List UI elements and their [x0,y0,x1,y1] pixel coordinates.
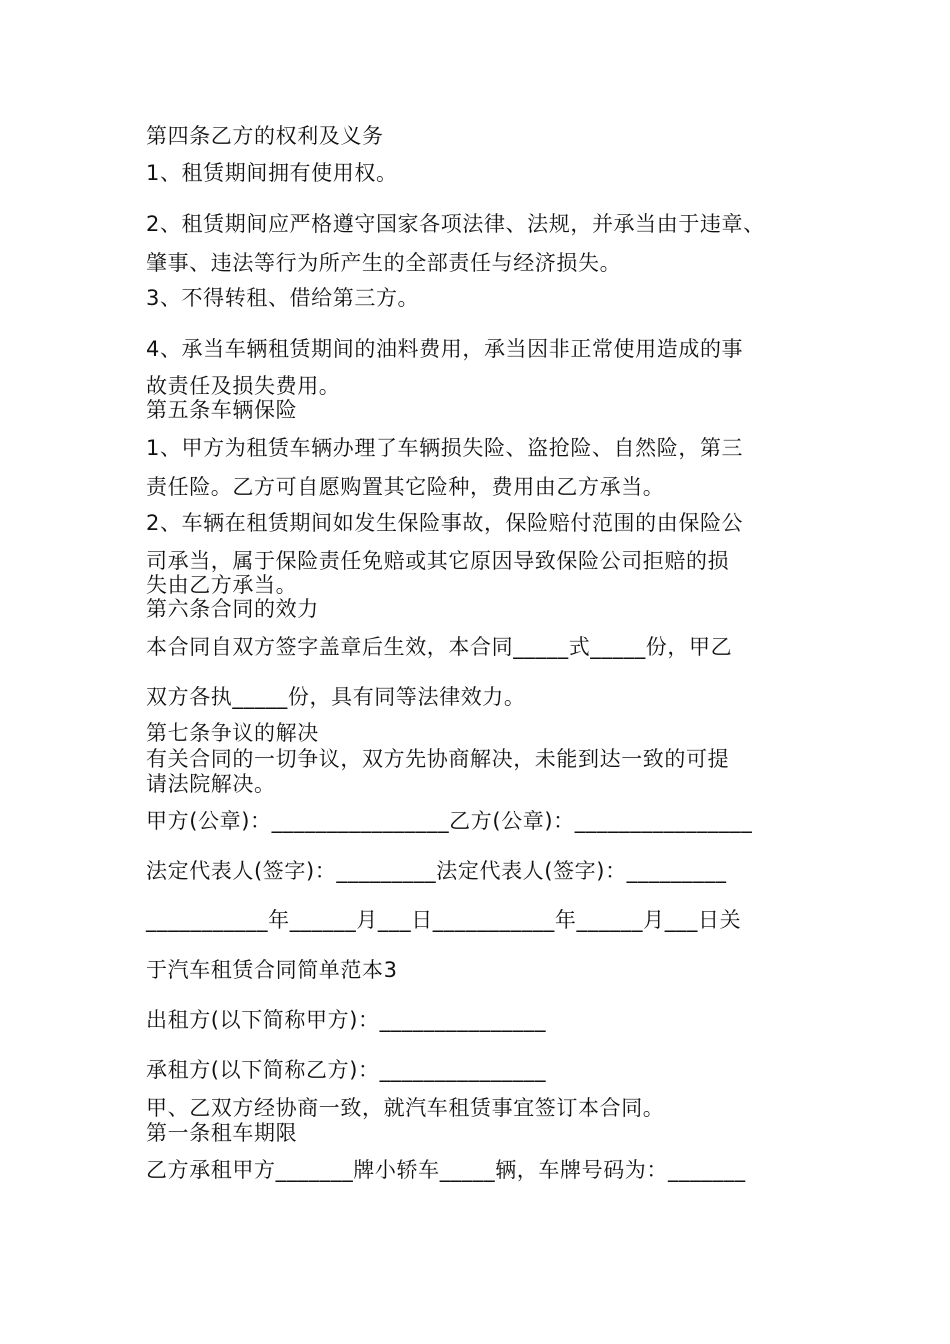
clause-4-1: 1、租赁期间拥有使用权。 [146,161,398,185]
clause-5-2-line-3: 失由乙方承当。 [146,573,298,597]
section-heading-6: 第六条合同的效力 [146,597,319,621]
date-line: ___________年______月___日___________年______月___日关 [146,908,742,932]
clause-5-2-line-2: 司承当，属于保险责任免赔或其它原因导致保险公司拒赔的损 [146,549,730,573]
clause-1-line-1: 乙方承租甲方_______牌小轿车_____辆，车牌号码为：_______ [146,1158,746,1182]
clause-4-2-line-1: 2、租赁期间应严格遵守国家各项法律、法规，并承当由于违章、 [146,212,765,236]
clause-4-3: 3、不得转租、借给第三方。 [146,286,420,310]
template-3-title: 于汽车租赁合同简单范本3 [146,958,398,982]
clause-4-4-line-2: 故责任及损失费用。 [146,374,341,398]
section-heading-1: 第一条租车期限 [146,1121,298,1145]
clause-7-line-1: 有关合同的一切争议，双方先协商解决，未能到达一致的可提 [146,747,730,771]
lessee-line: 承租方(以下简称乙方)：_______________ [146,1058,547,1082]
clause-5-2-line-1: 2、车辆在租赁期间如发生保险事故，保险赔付范围的由保险公 [146,511,744,535]
clause-5-1-line-1: 1、甲方为租赁车辆办理了车辆损失险、盗抢险、自然险，第三 [146,436,744,460]
party-seal-line: 甲方(公章)：________________乙方(公章)：________________ [146,809,753,833]
clause-5-1-line-2: 责任险。乙方可自愿购置其它险种，费用由乙方承当。 [146,475,665,499]
section-heading-5: 第五条车辆保险 [146,398,298,422]
agreement-intro: 甲、乙双方经协商一致，就汽车租赁事宜签订本合同。 [146,1096,665,1120]
clause-4-4-line-1: 4、承当车辆租赁期间的油料费用，承当因非正常使用造成的事 [146,337,744,361]
clause-6-line-2: 双方各执_____份，具有同等法律效力。 [146,685,526,709]
legal-representative-signature-line: 法定代表人(签字)：_________法定代表人(签字)：_________ [146,859,727,883]
clause-6-line-1: 本合同自双方签字盖章后生效，本合同_____式_____份，甲乙 [146,635,733,659]
lessor-line: 出租方(以下简称甲方)：_______________ [146,1008,547,1032]
section-heading-4: 第四条乙方的权利及义务 [146,124,384,148]
clause-7-line-2: 请法院解决。 [146,772,276,796]
clause-4-2-line-2: 肇事、违法等行为所产生的全部责任与经济损失。 [146,251,622,275]
section-heading-7: 第七条争议的解决 [146,721,319,745]
